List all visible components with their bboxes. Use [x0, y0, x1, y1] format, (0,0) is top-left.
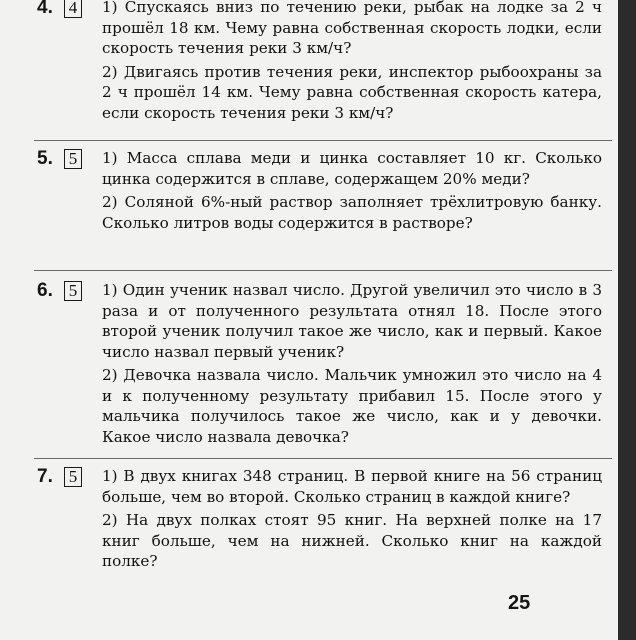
separator-line: [34, 270, 612, 271]
problem-part-1: 1) В двух книгах 348 страниц. В первой книге на 56 страниц больше, чем во второй. Сколько страниц в каждой книге?: [102, 467, 602, 506]
difficulty-box: 5: [64, 467, 82, 487]
problem-text: [102, 280, 602, 447]
problem-text: [102, 466, 602, 572]
problem-part-2: 2) Девочка назвала число. Мальчик умножил это число на 4 и к полученному результату прибавил 15. После этого у мальчика получилось такое же число, как и у девочки. Какое число назвала девочка?: [102, 366, 602, 446]
difficulty-box: 5: [64, 281, 82, 301]
problem-part-2: 2) На двух полках стоят 95 книг. На верхней полке на 17 книг больше, чем на нижней. Сколько книг на каждой полке?: [102, 511, 602, 570]
problem-part-1: 1) Масса сплава меди и цинка составляет 10 кг. Сколько цинка содержится в сплаве, содержащем 20% меди?: [102, 149, 602, 188]
problem-number: 5.: [37, 148, 53, 169]
problem-text: [102, 0, 602, 123]
difficulty-box: 5: [64, 149, 82, 169]
page-number: 25: [508, 592, 531, 614]
problem-part-1: 1) Один ученик назвал число. Другой увеличил это число в 3 раза и от полученного результата отнял 18. После этого второй ученик получил такое же число, как и первый. Какое число назвал первый ученик?: [102, 281, 602, 361]
separator-line: [34, 458, 612, 459]
problem-number: 4.: [37, 0, 53, 18]
problem-number: 7.: [37, 466, 53, 487]
problem-number: 6.: [37, 280, 53, 301]
separator-line: [34, 140, 612, 141]
problem-text: [102, 148, 602, 233]
difficulty-box: 4: [64, 0, 82, 18]
problem-part-2: 2) Двигаясь против течения реки, инспектор рыбоохраны за 2 ч прошёл 14 км. Чему равна собственная скорость катера, если скорость течения реки 3 км/ч?: [102, 62, 602, 122]
problem-part-2: 2) Соляной 6%-ный раствор заполняет трёхлитровую банку. Сколько литров воды содержится в растворе?: [102, 193, 602, 232]
problem-part-1: 1) Спускаясь вниз по течению реки, рыбак на лодке за 2 ч прошёл 18 км. Чему равна собственная скорость лодки, если скорость течения реки 3 км/ч?: [102, 0, 602, 57]
